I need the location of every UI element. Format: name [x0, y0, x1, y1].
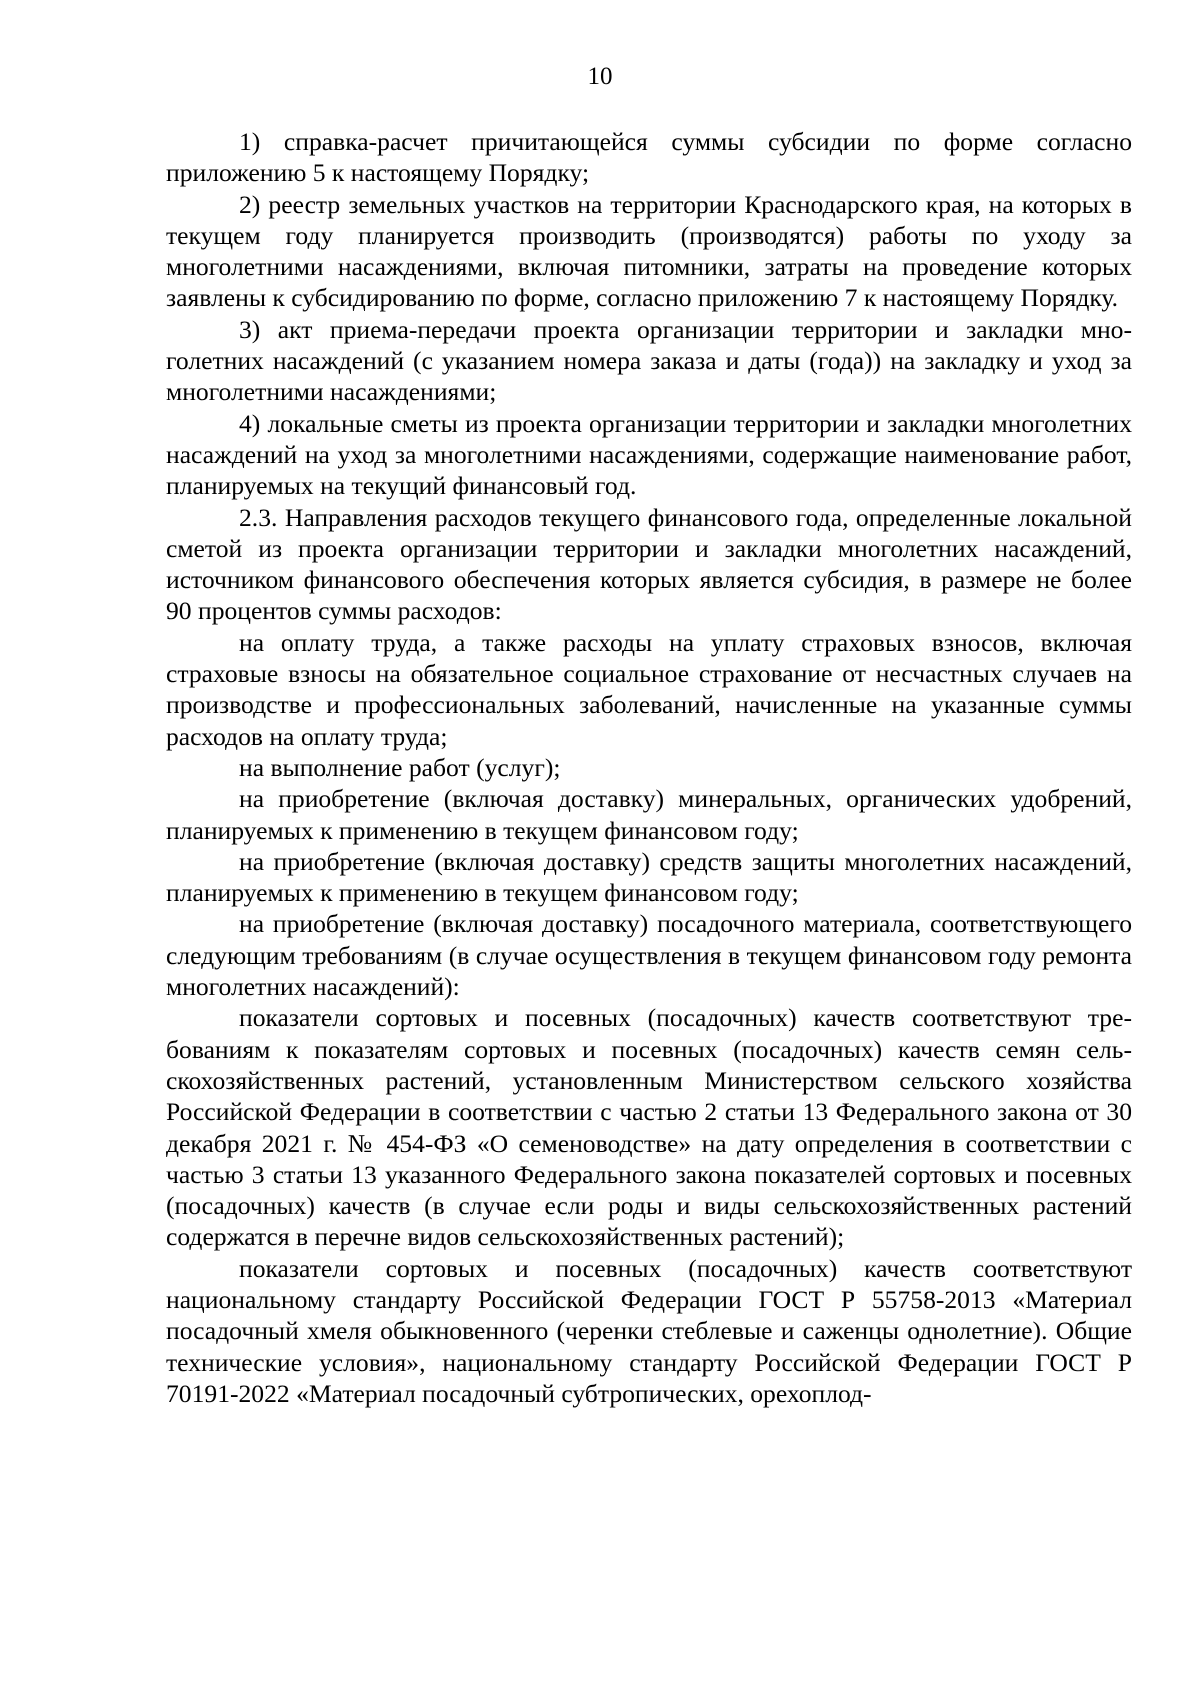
document-body — [166, 126, 1132, 1409]
paragraph-varietal-qualities-2: показатели сортовых и посевных (посадочных) качеств соответствуют национальному стандарту Российской Федерации ГОСТ Р 55758-2013 «Материал посадочный хмеля обыкновенного (черенки стеблевые и саженцы однолетние). Общие технические условия», национальному стандарту Российской Федерации ГОСТ Р 70191-2022 «Материал посадочный субтропических, орехоплод- — [166, 1253, 1132, 1408]
paragraph-section-2-3: 2.3. Направления расходов текущего финансового года, определенные локальной сметой из проекта организации территории и закладки многолетних насаждений, источником финансового обеспечения которых является субсидия, в размере не более 90 процентов суммы расходов: — [166, 502, 1132, 626]
paragraph-labor-costs: на оплату труда, а также расходы на уплату страховых взносов, включая страховые взносы на обязательное социальное страхование от несчастных случаев на производстве и профессиональных заболеваний, начисленные на указанные суммы расходов на оплату труда; — [166, 627, 1132, 751]
paragraph-varietal-qualities-1: показатели сортовых и посевных (посадочных) качеств соответствуют требованиям к показателям сортовых и посевных (посадочных) качеств семян сельскохозяйственных растений, установленным Министерством сельского хозяйства Российской Федерации в соответствии с частью 2 статьи 13 Федерального закона от 30 декабря 2021 г. № 454-ФЗ «О семеноводстве» на дату определения в соответствии с частью 3 статьи 13 указанного Федерального закона показателей сортовых и посевных (посадочных) качеств (в случае если роды и виды сельскохозяйственных растений содержатся в перечне видов сельскохозяйственных растений); — [166, 1003, 1132, 1252]
paragraph-item-1: 1) справка-расчет причитающейся суммы субсидии по форме согласно приложению 5 к настоящему Порядку; — [166, 127, 1132, 188]
paragraph-item-2: 2) реестр земельных участков на территории Краснодарского края, на которых в текущем году планируется производить (производятся) работы по уходу за многолетними насаждениями, включая питомники, затраты на проведение которых заявлены к субсидированию по форме, согласно приложению 7 к настоящему Порядку. — [166, 189, 1132, 313]
paragraph-item-3: 3) акт приема-передачи проекта организации территории и закладки многолетних насаждений (с указанием номера заказа и даты (года)) на закладку и уход за многолетними насаждениями; — [166, 314, 1132, 407]
paragraph-protection-means: на приобретение (включая доставку) средств защиты многолетних насаждений, планируемых к применению в текущем финансовом году; — [166, 846, 1132, 908]
paragraph-item-4: 4) локальные сметы из проекта организации территории и закладки многолетних насаждений на уход за многолетними насаждениями, содержащие наименование работ, планируемых на текущий финансовый год. — [166, 408, 1132, 501]
paragraph-planting-material: на приобретение (включая доставку) посадочного материала, соответствующего следующим требованиям (в случае осуществления в текущем финансовом году ремонта многолетних насаждений): — [166, 909, 1132, 1002]
page-number: 10 — [587, 63, 613, 90]
paragraph-fertilizers: на приобретение (включая доставку) минеральных, органических удобрений, планируемых к применению в текущем финансовом году; — [166, 784, 1132, 845]
paragraph-works-services: на выполнение работ (услуг); — [239, 752, 561, 782]
